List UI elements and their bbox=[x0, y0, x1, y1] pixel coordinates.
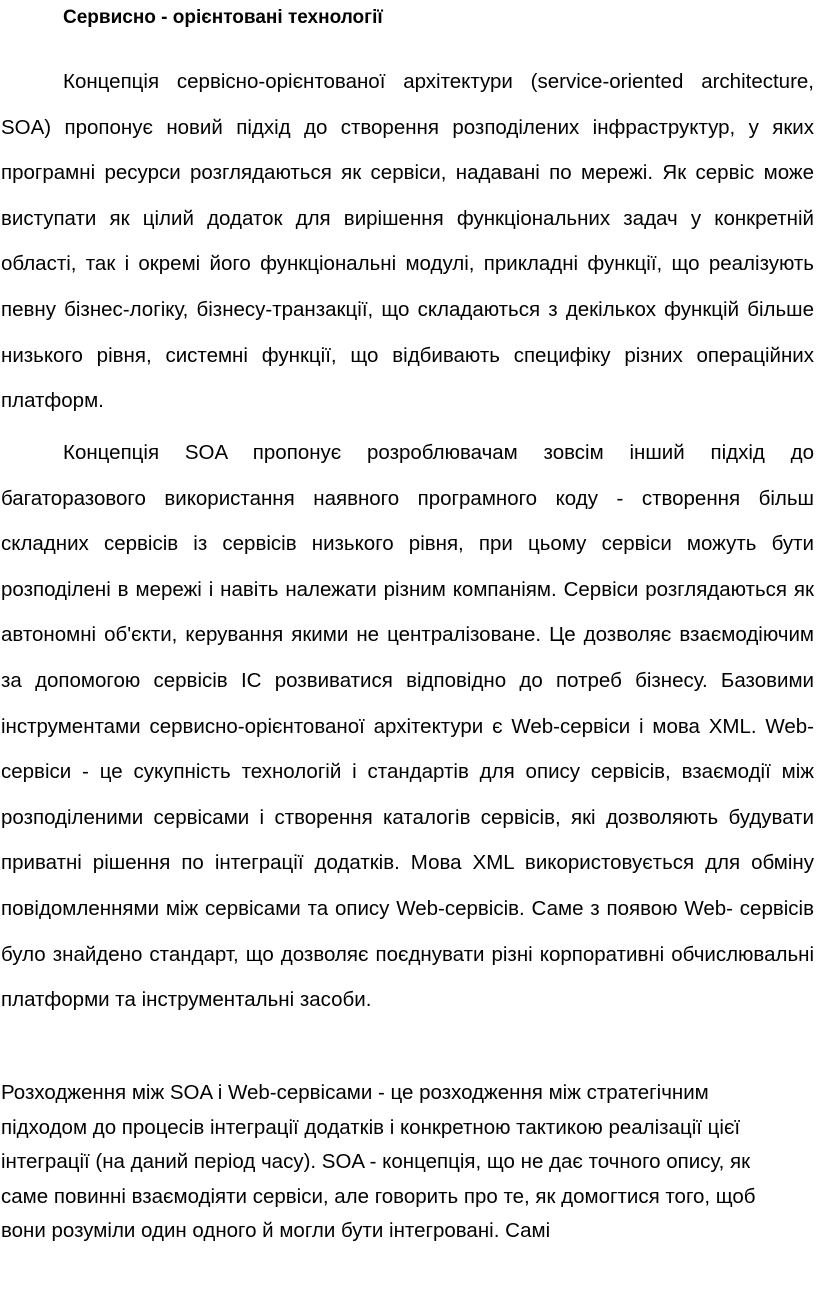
document-title: Сервисно - орієнтовані технології bbox=[63, 7, 383, 28]
paragraph-soa-concept: Концепція сервісно-орієнтованої архітектури (service-oriented architecture, SOA) пропонує новий підхід до створення розподілених інфраструктур, у яких програмні ресурси розглядаються як сервіси, надавані по мережі. Як сервіс може виступати як цілий додаток для вирішення функціональних задач у конкретній області, так і окремі його функціональні модулі, прикладні функції, що реалізують певну бізнес-логіку, бізнесу-транзакції, що складаються з декількох функцій більше низького рівня, системні функції, що відбивають специфіку різних операційних платформ. bbox=[1, 70, 814, 413]
paragraph-soa-vs-web-services: Розходження між SOA і Web-сервісами - це розходження між стратегічним підходом до процесів інтеграції додатків і конкретною тактикою реалізації цієї інтеграції (на даний період часу). SOA - концепція, що не дає точного опису, як саме повинні взаємодіяти сервіси, але говорить про те, як домогтися того, щоб вони розуміли один одного й могли бути інтегровані. Самі bbox=[1, 1081, 756, 1242]
paragraph-soa-reuse: Концепція SOA пропонує розроблювачам зовсім інший підхід до багаторазового використання наявного програмного коду - створення більш складних сервісів із сервісів низького рівня, при цьому сервіси можуть бути розподілені в мережі і навіть належати різним компаніям. Сервіси розглядаються як автономні об'єкти, керування якими не централізоване. Це дозволяє взаємодіючим за допомогою сервісів ІС розвиватися відповідно до потреб бізнесу. Базовими інструментами сервисно-орієнтованої архітектури є Web-сервіси і мова XML. Web-сервіси - це сукупність технологій і стандартів для опису сервісів, взаємодії між розподіленими сервісами і створення каталогів сервісів, які дозволяють будувати приватні рішення по інтеграції додатків. Мова XML використовується для обміну повідомленнями між сервісами та опису Web-сервісів. Саме з появою Web- сервісів було знайдено стандарт, що дозволяє поєднувати різні корпоративні обчислювальні платформи та інструментальні засоби. bbox=[1, 441, 814, 1012]
